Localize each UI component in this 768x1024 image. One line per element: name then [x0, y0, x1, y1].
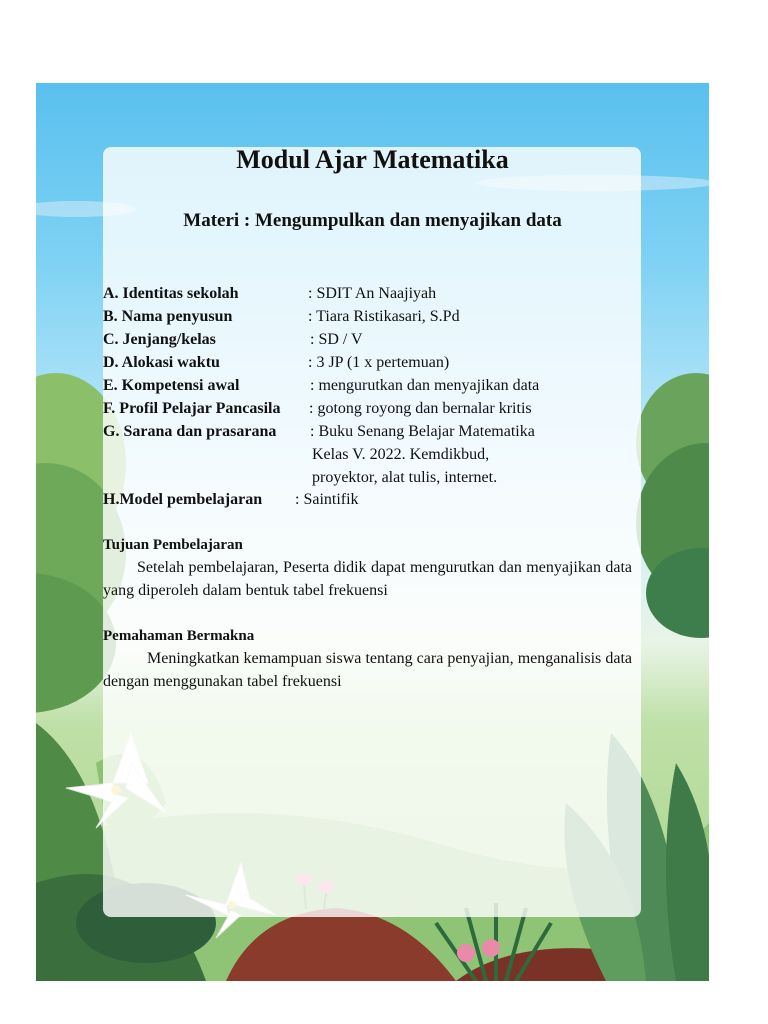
identity-value-continued: proyektor, alat tulis, internet. — [312, 469, 498, 486]
identity-value: : gotong royong dan bernalar kritis — [309, 400, 532, 417]
section-text-pemahaman: Meningkatkan kemampuan siswa tentang cara penyajian, menganalisis data dengan menggunakan tabel frekuensi — [103, 650, 632, 690]
page-subtitle: Materi : Mengumpulkan dan menyajikan data — [183, 210, 562, 231]
identity-value: : Saintifik — [295, 491, 359, 508]
module-page — [36, 83, 709, 981]
section-heading-tujuan: Tujuan Pembelajaran — [103, 537, 243, 553]
identity-value: : SDIT An Naajiyah — [308, 285, 437, 302]
identity-label: G. Sarana dan prasarana — [103, 423, 277, 440]
identity-label: D. Alokasi waktu — [103, 354, 220, 371]
identity-value: : mengurutkan dan menyajikan data — [310, 377, 540, 394]
right-bush-illustration — [636, 373, 709, 638]
identity-value: : 3 JP (1 x pertemuan) — [308, 354, 450, 371]
identity-label: F. Profil Pelajar Pancasila — [103, 400, 281, 417]
page-title: Modul Ajar Matematika — [236, 145, 509, 174]
identity-value: : SD / V — [310, 331, 363, 348]
identity-label: E. Kompetensi awal — [103, 377, 240, 394]
identity-label: B. Nama penyusun — [103, 308, 233, 325]
identity-label: C. Jenjang/kelas — [103, 331, 216, 348]
identity-value: : Buku Senang Belajar Matematika — [310, 423, 535, 440]
content-card — [103, 147, 641, 917]
identity-label: A. Identitas sekolah — [103, 285, 239, 302]
identity-label: H.Model pembelajaran — [103, 491, 263, 508]
identity-value: : Tiara Ristikasari, S.Pd — [308, 308, 460, 325]
identity-value-continued: Kelas V. 2022. Kemdikbud, — [312, 446, 490, 463]
section-heading-pemahaman: Pemahaman Bermakna — [103, 628, 255, 644]
section-text-tujuan: Setelah pembelajaran, Peserta didik dapat mengurutkan dan menyajikan data yang diperoleh dalam bentuk tabel frekuensi — [103, 559, 632, 599]
